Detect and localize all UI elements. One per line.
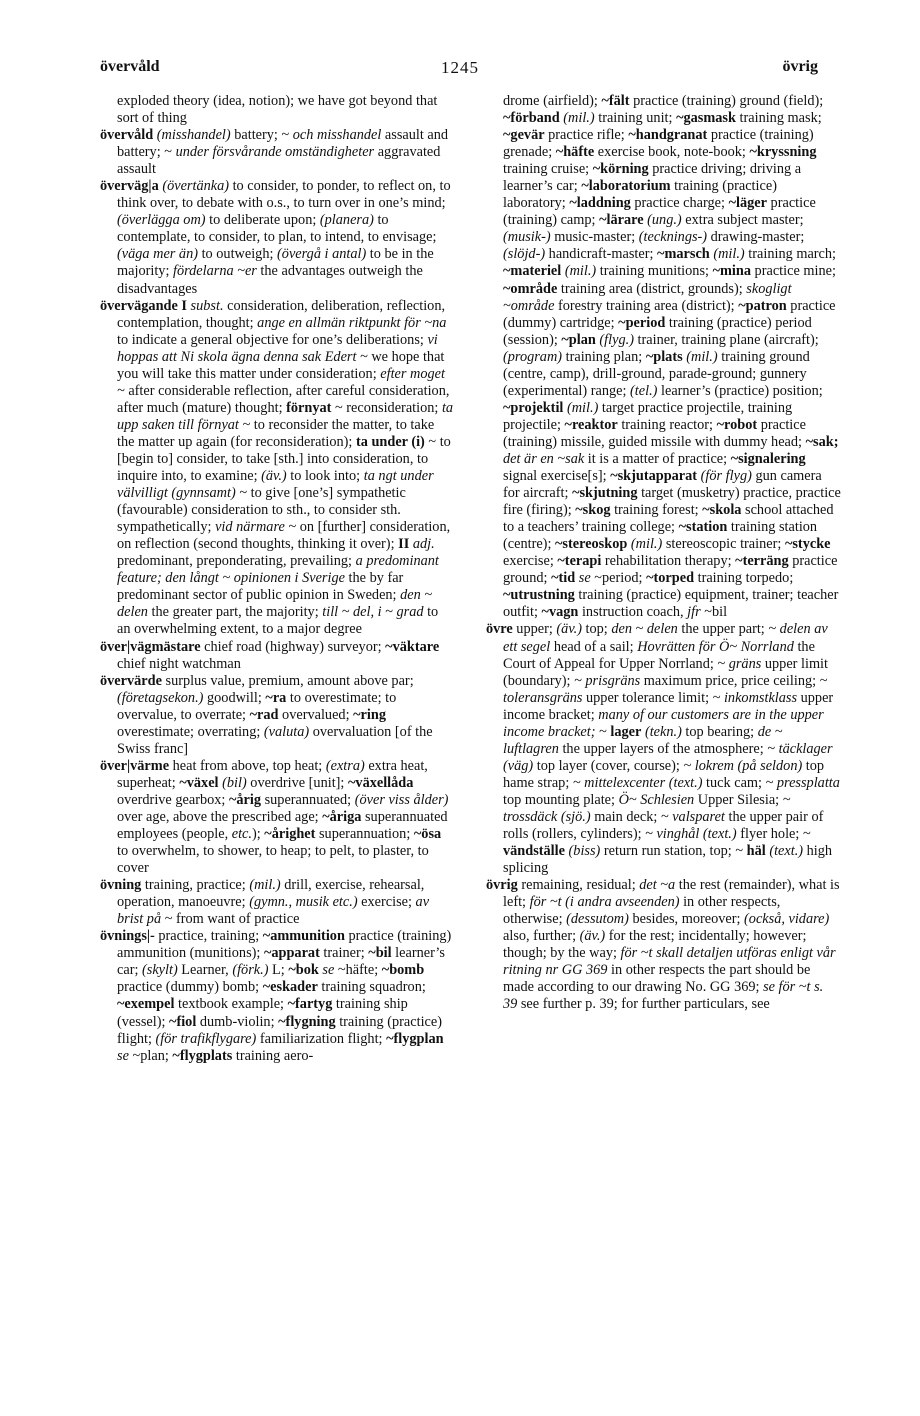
dictionary-entry: övre upper; (äv.) top; den ~ delen the upper part; ~ delen av ett segel head of a sail; Hovrätten för Ö~ Norrland the Court of Appeal for Upper Norrland; ~ gräns upper limit (boundary); ~ prisgräns maximum price, price ceiling; ~ toleransgräns upper tolerance limit; ~ inkomstklass upper income bracket; many of our customers are in the upper income bracket; ~ lager (tekn.) top bearing; de ~ luftlagren the upper layers of the atmosphere; ~ täcklager (väg) top layer (cover, course); ~ lokrem (på seldon) top hame strap; ~ mittelexcenter (text.) tuck cam; ~ pressplatta top mounting plate; Ö~ Schlesien Upper Silesia; ~ trossdäck (sjö.) main deck; ~ valsparet the upper pair of rolls (rollers, cylinders); ~ vinghål (text.) flyer hole; ~ vändställe (biss) return run station, top; ~ häl (text.) high splicing [486,621,840,877]
dictionary-entry: övnings|- practice, training; ~ammunition practice (training) ammunition (munitions); ~apparat trainer; ~bil learner’s car; (skylt) Learner, (förk.) L; ~bok se ~häfte; ~bomb practice (dummy) bomb; ~eskader training squadron; ~exempel textbook example; ~fartyg training ship (vessel); ~fiol dumb-violin; ~flygning training (practice) flight; (för trafikflygare) familiarization flight; ~flygplan se ~plan; ~flygplats training aero- [100,928,452,1064]
dictionary-entry: överväg|a (övertänka) to consider, to ponder, to reflect on, to think over, to debate with o.s., to turn over in one’s mind; (överlägga om) to deliberate upon; (planera) to contemplate, to consider, to plan, to intend, to envisage; (väga mer än) to outweigh; (övergå i antal) to be in the majority; fördelarna ~er the advantages outweigh the disadvantages [100,178,451,297]
dictionary-entry: drome (airfield); ~fält practice (training) ground (field); ~förband (mil.) training unit; ~gasmask training mask; ~gevär practice rifle; ~handgranat practice (training) grenade; ~häfte exercise book, note-book; ~kryssning training cruise; ~körning practice driving; driving a learner’s car; ~laboratorium training (practice) laboratory; ~laddning practice charge; ~läger practice (training) camp; ~lärare (ung.) extra subject master; (musik-) music-master; (tecknings-) drawing-master; (slöjd-) handicraft-master; ~marsch (mil.) training march; ~materiel (mil.) training munitions; ~mina practice mine; ~område training area (district, grounds); skogligt ~område forestry training area (district); ~patron practice (dummy) cartridge; ~period training (practice) period (session); ~plan (flyg.) trainer, training plane (aircraft); (program) training plan; ~plats (mil.) training ground (centre, camp), drill-ground, parade-ground; gunnery (experimental) range; (tel.) learner’s (practice) position; ~projektil (mil.) target practice projectile, training projectile; ~reaktor training reactor; ~robot practice (training) missile, guided missile with dummy head; ~sak; det är en ~sak it is a matter of practice; ~signalering signal exercise[s]; ~skjutapparat (för flyg) gun camera for aircraft; ~skjutning target (musketry) practice, practice fire (firing); ~skog training forest; ~skola school attached to a teachers’ training college; ~station training station (centre); ~stereoskop (mil.) stereoscopic trainer; ~stycke exercise; ~terapi rehabilitation therapy; ~terräng practice ground; ~tid se ~period; ~torped training torpedo; ~utrustning training (practice) equipment, trainer; teacher outfit; ~vagn instruction coach, jfr ~bil [503,93,841,621]
dictionary-entry: över|vägmästare chief road (highway) surveyor; ~väktare chief night watchman [100,638,440,672]
dictionary-entry: övervägande I subst. consideration, deliberation, reflection, contemplation, thought; ange en allmän riktpunkt för ~na to indicate a general objective for one’s deliberations; vi hoppas att Ni skola ägna denna sak Edert ~ we hope that you will take this matter under consideration; efter moget ~ after considerable reflection, after careful consideration, after much (mature) thought; förnyat ~ reconsideration; ta upp saken till förnyat ~ to reconsider the matter, to take the matter up again (for reconsideration); ta under (i) ~ to [begin to] consider, to take [sth.] into consideration, to inquire into, to examine; (äv.) to look into; ta ngt under välvilligt (gynnsamt) ~ to give [one’s] sympathetic (favourable) consideration to sth., to consider sth. sympathetically; vid närmare ~ on [further] consideration, on reflection (second thoughts, thinking it over); II adj. predominant, preponderating, prevailing; a predominant feature; den långt ~ opinionen i Sverige the by far predominant sector of public opinion in Sweden; den ~ delen the greater part, the majority; till ~ del, i ~ grad to an overwhelming extent, to a major degree [100,297,454,638]
dictionary-entry: övervåld (misshandel) battery; ~ och misshandel assault and battery; ~ under försvårande omständigheter aggravated assault [100,127,449,178]
dictionary-entry: exploded theory (idea, notion); we have got beyond that sort of thing [117,93,438,127]
running-head-right: övrig [782,58,818,75]
left-column [100,93,455,1065]
dictionary-entry: övrig remaining, residual; det ~a the rest (remainder), what is left; för ~t (i andra avseenden) in other respects, otherwise; (dessutom) besides, moreover; (också, vidare) also, further; (äv.) for the rest; incidentally; however; though; by the way; för ~t skall detaljen utföras enligt vår ritning nr GG 369 in other respects the part should be made according to our drawing No. GG 369; se för ~t s. 39 see further p. 39; for further particulars, see [486,877,840,1013]
dictionary-entry: övervärde surplus value, premium, amount above par; (företagsekon.) goodwill; ~ra to overestimate; to overvalue, to overrate; ~rad overvalued; ~ring overestimate; overrating; (valuta) overvaluation [of the Swiss franc] [100,672,433,757]
page-number: 1245 [441,58,479,77]
dictionary-entry: över|värme heat from above, top heat; (extra) extra heat, superheat; ~växel (bil) overdrive [unit]; ~växellåda overdrive gearbox; ~årig superannuated; (över viss ålder) over age, above the prescribed age; ~åriga superannuated employees (people, etc.); ~årighet superannuation; ~ösa to overwhelm, to shower, to heap; to pelt, to plaster, to cover [100,757,449,877]
right-column [486,93,841,1014]
dictionary-entry: övning training, practice; (mil.) drill, exercise, rehearsal, operation, manoeuvre; (gymn., musik etc.) exercise; av brist på ~ from want of practice [100,877,430,928]
running-head-left: övervåld [100,58,160,75]
